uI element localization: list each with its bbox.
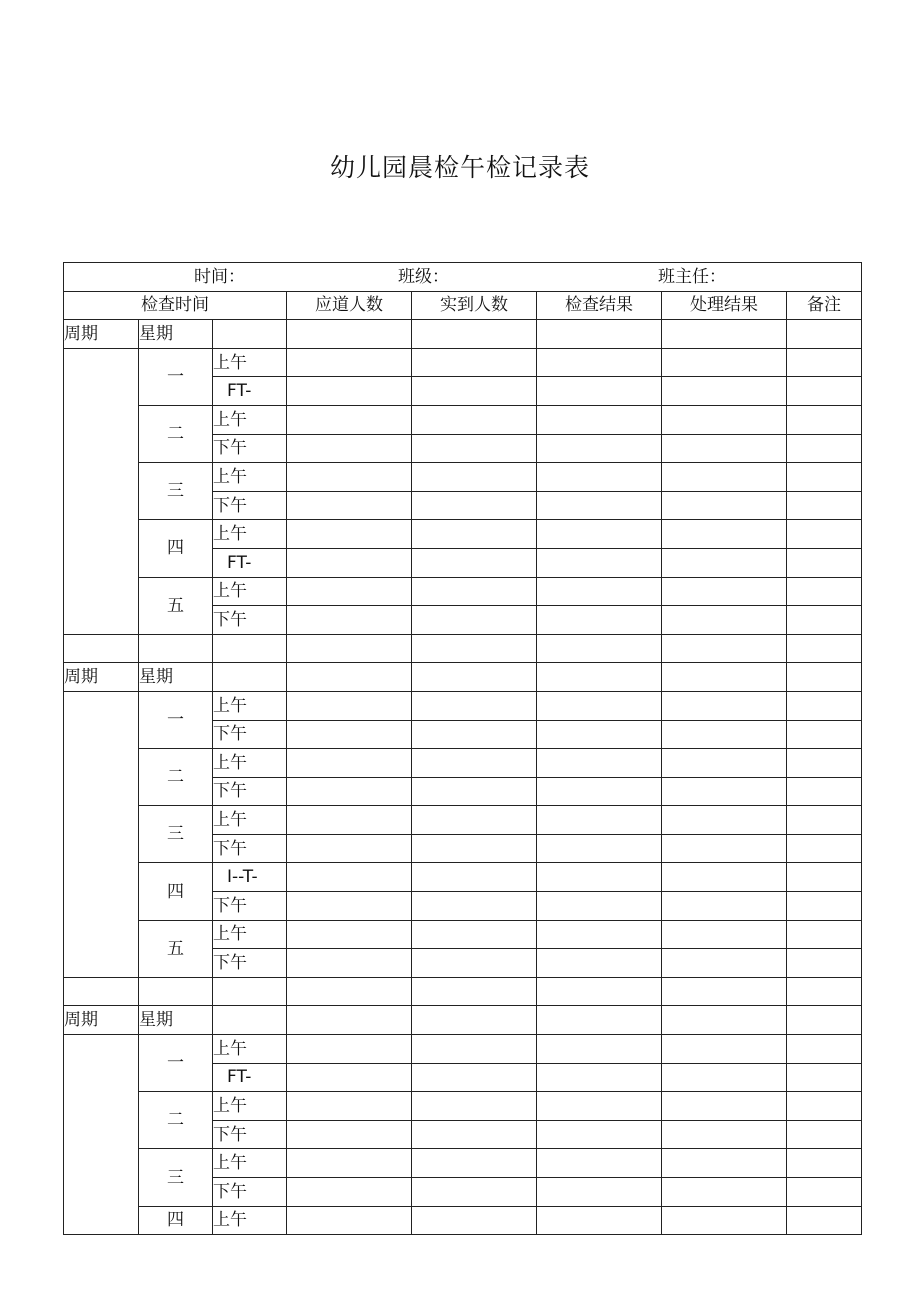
morning-session-label: 上午 <box>213 920 287 949</box>
record-empty-cell[interactable] <box>662 520 787 549</box>
record-empty-cell[interactable] <box>412 920 537 949</box>
teacher-label: 班主任： <box>658 267 726 287</box>
record-empty-cell[interactable] <box>287 1063 412 1092</box>
record-empty-cell[interactable] <box>537 1149 662 1178</box>
morning-session-label: 上午 <box>213 577 287 606</box>
record-empty-cell[interactable] <box>287 720 412 749</box>
record-empty-cell[interactable] <box>537 606 662 635</box>
record-empty-cell[interactable] <box>412 949 537 978</box>
morning-session-label: 上午 <box>213 520 287 549</box>
record-empty-cell[interactable] <box>662 1206 787 1235</box>
separator-row <box>64 634 862 663</box>
separator-empty-cell[interactable] <box>787 977 862 1006</box>
separator-empty-cell[interactable] <box>662 634 787 663</box>
record-empty-cell[interactable] <box>537 348 662 377</box>
afternoon-session-label: FT- <box>213 377 287 406</box>
record-empty-cell[interactable] <box>662 577 787 606</box>
record-empty-cell[interactable] <box>537 863 662 892</box>
weekday-label: 星期 <box>139 320 213 349</box>
session-row <box>64 520 862 549</box>
separator-empty-cell[interactable] <box>213 977 287 1006</box>
record-empty-cell[interactable] <box>537 577 662 606</box>
record-empty-cell[interactable] <box>412 806 537 835</box>
morning-session-label: 上午 <box>213 348 287 377</box>
record-empty-cell[interactable] <box>537 463 662 492</box>
week-header-empty-cell[interactable] <box>787 320 862 349</box>
week-label: 周期 <box>64 1006 139 1035</box>
afternoon-session-label: 下午 <box>213 834 287 863</box>
week-header-row <box>64 320 862 349</box>
weekday-cell: 二 <box>139 1092 213 1149</box>
record-empty-cell[interactable] <box>412 548 537 577</box>
record-empty-cell[interactable] <box>787 1092 862 1121</box>
week-header-empty-cell[interactable] <box>662 663 787 692</box>
week-header-empty-cell[interactable] <box>287 663 412 692</box>
morning-session-label: 上午 <box>213 1149 287 1178</box>
weekday-cell: 五 <box>139 577 213 634</box>
record-empty-cell[interactable] <box>662 863 787 892</box>
header-check-result: 检查结果 <box>537 291 662 320</box>
record-empty-cell[interactable] <box>787 720 862 749</box>
separator-empty-cell[interactable] <box>537 634 662 663</box>
week-label: 周期 <box>64 663 139 692</box>
record-empty-cell[interactable] <box>412 434 537 463</box>
record-empty-cell[interactable] <box>412 777 537 806</box>
separator-empty-cell[interactable] <box>287 634 412 663</box>
record-empty-cell[interactable] <box>412 405 537 434</box>
session-row <box>64 405 862 434</box>
record-empty-cell[interactable] <box>537 749 662 778</box>
record-empty-cell[interactable] <box>662 377 787 406</box>
header-remark: 备注 <box>787 291 862 320</box>
session-row <box>64 463 862 492</box>
record-empty-cell[interactable] <box>662 920 787 949</box>
record-empty-cell[interactable] <box>662 606 787 635</box>
separator-empty-cell[interactable] <box>662 977 787 1006</box>
record-empty-cell[interactable] <box>537 1120 662 1149</box>
record-empty-cell[interactable] <box>787 1149 862 1178</box>
morning-session-label: 上午 <box>213 806 287 835</box>
afternoon-session-label: 下午 <box>213 1178 287 1207</box>
header-handle-result: 处理结果 <box>662 291 787 320</box>
record-empty-cell[interactable] <box>412 491 537 520</box>
record-empty-cell[interactable] <box>412 720 537 749</box>
record-empty-cell[interactable] <box>412 1092 537 1121</box>
record-empty-cell[interactable] <box>412 1178 537 1207</box>
record-empty-cell[interactable] <box>662 892 787 921</box>
record-empty-cell[interactable] <box>412 348 537 377</box>
session-row <box>64 577 862 606</box>
record-empty-cell[interactable] <box>537 520 662 549</box>
record-empty-cell[interactable] <box>287 520 412 549</box>
week-header-empty-cell[interactable] <box>787 663 862 692</box>
record-empty-cell[interactable] <box>662 434 787 463</box>
record-empty-cell[interactable] <box>287 834 412 863</box>
session-row <box>64 1206 862 1235</box>
week-header-row <box>64 1006 862 1035</box>
record-empty-cell[interactable] <box>662 548 787 577</box>
record-empty-cell[interactable] <box>787 863 862 892</box>
record-empty-cell[interactable] <box>662 405 787 434</box>
record-empty-cell[interactable] <box>412 577 537 606</box>
record-empty-cell[interactable] <box>537 834 662 863</box>
week-header-empty-cell[interactable] <box>787 1006 862 1035</box>
record-empty-cell[interactable] <box>787 405 862 434</box>
afternoon-session-label: 下午 <box>213 606 287 635</box>
weekday-cell: 五 <box>139 920 213 977</box>
week-cell[interactable] <box>64 1035 139 1235</box>
week-header-empty-cell[interactable] <box>213 663 287 692</box>
info-cell <box>64 263 862 292</box>
record-empty-cell[interactable] <box>787 577 862 606</box>
record-empty-cell[interactable] <box>787 691 862 720</box>
separator-empty-cell[interactable] <box>139 634 213 663</box>
record-empty-cell[interactable] <box>537 920 662 949</box>
record-empty-cell[interactable] <box>287 920 412 949</box>
afternoon-session-label: 下午 <box>213 949 287 978</box>
record-empty-cell[interactable] <box>287 1035 412 1064</box>
record-empty-cell[interactable] <box>412 834 537 863</box>
time-label: 时间： <box>194 267 245 287</box>
record-empty-cell[interactable] <box>287 606 412 635</box>
separator-empty-cell[interactable] <box>287 977 412 1006</box>
record-empty-cell[interactable] <box>537 949 662 978</box>
record-empty-cell[interactable] <box>787 806 862 835</box>
morning-session-label: 上午 <box>213 1035 287 1064</box>
afternoon-session-label: 下午 <box>213 720 287 749</box>
record-empty-cell[interactable] <box>662 1178 787 1207</box>
record-empty-cell[interactable] <box>787 749 862 778</box>
record-empty-cell[interactable] <box>787 892 862 921</box>
morning-session-label: 上午 <box>213 1206 287 1235</box>
record-empty-cell[interactable] <box>787 1035 862 1064</box>
week-header-empty-cell[interactable] <box>412 663 537 692</box>
record-empty-cell[interactable] <box>787 606 862 635</box>
record-empty-cell[interactable] <box>662 806 787 835</box>
separator-empty-cell[interactable] <box>412 977 537 1006</box>
session-row <box>64 691 862 720</box>
record-empty-cell[interactable] <box>287 577 412 606</box>
record-empty-cell[interactable] <box>787 1063 862 1092</box>
record-empty-cell[interactable] <box>287 405 412 434</box>
session-row <box>64 1149 862 1178</box>
record-empty-cell[interactable] <box>662 348 787 377</box>
separator-empty-cell[interactable] <box>64 634 139 663</box>
afternoon-session-label: 下午 <box>213 777 287 806</box>
record-empty-cell[interactable] <box>537 1063 662 1092</box>
separator-empty-cell[interactable] <box>412 634 537 663</box>
weekday-label: 星期 <box>139 663 213 692</box>
record-empty-cell[interactable] <box>787 548 862 577</box>
record-empty-cell[interactable] <box>662 1120 787 1149</box>
afternoon-session-label: 下午 <box>213 1120 287 1149</box>
record-empty-cell[interactable] <box>537 1206 662 1235</box>
weekday-cell: 三 <box>139 806 213 863</box>
record-empty-cell[interactable] <box>412 520 537 549</box>
week-header-empty-cell[interactable] <box>412 1006 537 1035</box>
morning-session-label: 上午 <box>213 691 287 720</box>
record-empty-cell[interactable] <box>787 777 862 806</box>
record-empty-cell[interactable] <box>287 1092 412 1121</box>
week-header-empty-cell[interactable] <box>537 1006 662 1035</box>
weekday-cell: 一 <box>139 1035 213 1092</box>
week-header-empty-cell[interactable] <box>412 320 537 349</box>
record-empty-cell[interactable] <box>787 1120 862 1149</box>
week-header-empty-cell[interactable] <box>662 320 787 349</box>
record-empty-cell[interactable] <box>537 720 662 749</box>
record-empty-cell[interactable] <box>787 949 862 978</box>
week-header-empty-cell[interactable] <box>213 1006 287 1035</box>
weekday-label: 星期 <box>139 1006 213 1035</box>
week-header-row <box>64 663 862 692</box>
week-header-empty-cell[interactable] <box>287 320 412 349</box>
weekday-cell: 一 <box>139 691 213 748</box>
record-empty-cell[interactable] <box>537 1092 662 1121</box>
morning-session-label: 上午 <box>213 405 287 434</box>
record-empty-cell[interactable] <box>537 777 662 806</box>
record-empty-cell[interactable] <box>537 377 662 406</box>
record-empty-cell[interactable] <box>537 491 662 520</box>
week-header-empty-cell[interactable] <box>287 1006 412 1035</box>
record-empty-cell[interactable] <box>537 691 662 720</box>
separator-empty-cell[interactable] <box>139 977 213 1006</box>
record-empty-cell[interactable] <box>412 1035 537 1064</box>
record-empty-cell[interactable] <box>412 463 537 492</box>
afternoon-session-label: 下午 <box>213 491 287 520</box>
record-empty-cell[interactable] <box>287 892 412 921</box>
record-empty-cell[interactable] <box>662 720 787 749</box>
record-empty-cell[interactable] <box>287 463 412 492</box>
record-empty-cell[interactable] <box>787 520 862 549</box>
record-empty-cell[interactable] <box>787 834 862 863</box>
separator-row <box>64 977 862 1006</box>
info-row <box>64 263 862 292</box>
record-empty-cell[interactable] <box>787 348 862 377</box>
record-empty-cell[interactable] <box>662 491 787 520</box>
week-label: 周期 <box>64 320 139 349</box>
record-empty-cell[interactable] <box>662 949 787 978</box>
record-empty-cell[interactable] <box>287 434 412 463</box>
record-empty-cell[interactable] <box>537 548 662 577</box>
afternoon-session-label: FT- <box>213 1063 287 1092</box>
record-empty-cell[interactable] <box>287 1206 412 1235</box>
record-empty-cell[interactable] <box>287 377 412 406</box>
record-empty-cell[interactable] <box>787 1178 862 1207</box>
record-empty-cell[interactable] <box>537 434 662 463</box>
weekday-cell: 一 <box>139 348 213 405</box>
record-empty-cell[interactable] <box>287 749 412 778</box>
record-empty-cell[interactable] <box>412 1063 537 1092</box>
record-empty-cell[interactable] <box>662 1035 787 1064</box>
record-empty-cell[interactable] <box>412 892 537 921</box>
session-row <box>64 806 862 835</box>
morning-session-label: 上午 <box>213 1092 287 1121</box>
record-empty-cell[interactable] <box>787 920 862 949</box>
separator-empty-cell[interactable] <box>64 977 139 1006</box>
week-header-empty-cell[interactable] <box>662 1006 787 1035</box>
record-empty-cell[interactable] <box>287 1149 412 1178</box>
inspection-record-table <box>63 262 862 1235</box>
weekday-cell: 二 <box>139 749 213 806</box>
afternoon-session-label: FT- <box>213 548 287 577</box>
weekday-cell: 四 <box>139 520 213 577</box>
afternoon-session-label: 下午 <box>213 434 287 463</box>
week-header-empty-cell[interactable] <box>537 663 662 692</box>
session-row <box>64 920 862 949</box>
page-title: 幼儿园晨检午检记录表 <box>329 153 590 182</box>
record-empty-cell[interactable] <box>787 434 862 463</box>
weekday-cell: 三 <box>139 1149 213 1206</box>
record-empty-cell[interactable] <box>287 806 412 835</box>
week-cell[interactable] <box>64 691 139 977</box>
record-empty-cell[interactable] <box>787 1206 862 1235</box>
record-empty-cell[interactable] <box>537 1178 662 1207</box>
week-cell[interactable] <box>64 348 139 634</box>
weekday-cell: 三 <box>139 463 213 520</box>
record-empty-cell[interactable] <box>537 806 662 835</box>
record-empty-cell[interactable] <box>662 834 787 863</box>
record-empty-cell[interactable] <box>287 1120 412 1149</box>
header-check-time: 检查时间 <box>64 291 287 320</box>
record-empty-cell[interactable] <box>662 1063 787 1092</box>
separator-empty-cell[interactable] <box>213 634 287 663</box>
morning-session-label: 上午 <box>213 463 287 492</box>
record-empty-cell[interactable] <box>537 405 662 434</box>
record-empty-cell[interactable] <box>662 777 787 806</box>
record-empty-cell[interactable] <box>662 691 787 720</box>
record-empty-cell[interactable] <box>412 691 537 720</box>
header-expected: 应道人数 <box>287 291 412 320</box>
record-empty-cell[interactable] <box>412 377 537 406</box>
morning-session-label: 上午 <box>213 749 287 778</box>
weekday-cell: 四 <box>139 1206 213 1235</box>
record-empty-cell[interactable] <box>287 863 412 892</box>
record-empty-cell[interactable] <box>787 491 862 520</box>
record-empty-cell[interactable] <box>662 1149 787 1178</box>
record-empty-cell[interactable] <box>412 1120 537 1149</box>
header-row <box>64 291 862 320</box>
session-row <box>64 1035 862 1064</box>
record-empty-cell[interactable] <box>412 606 537 635</box>
record-empty-cell[interactable] <box>412 863 537 892</box>
morning-session-label: I--T- <box>213 863 287 892</box>
header-actual: 实到人数 <box>412 291 537 320</box>
record-empty-cell[interactable] <box>787 377 862 406</box>
session-row <box>64 1092 862 1121</box>
weekday-cell: 二 <box>139 405 213 462</box>
record-empty-cell[interactable] <box>662 749 787 778</box>
record-empty-cell[interactable] <box>787 463 862 492</box>
record-empty-cell[interactable] <box>662 1092 787 1121</box>
record-empty-cell[interactable] <box>287 949 412 978</box>
separator-empty-cell[interactable] <box>787 634 862 663</box>
record-empty-cell[interactable] <box>412 1206 537 1235</box>
record-empty-cell[interactable] <box>287 548 412 577</box>
record-empty-cell[interactable] <box>412 1149 537 1178</box>
record-empty-cell[interactable] <box>287 1178 412 1207</box>
week-header-empty-cell[interactable] <box>537 320 662 349</box>
record-empty-cell[interactable] <box>537 892 662 921</box>
afternoon-session-label: 下午 <box>213 892 287 921</box>
class-label: 班级： <box>398 267 449 287</box>
separator-empty-cell[interactable] <box>537 977 662 1006</box>
record-empty-cell[interactable] <box>287 348 412 377</box>
record-empty-cell[interactable] <box>287 777 412 806</box>
record-empty-cell[interactable] <box>287 491 412 520</box>
record-empty-cell[interactable] <box>662 463 787 492</box>
record-empty-cell[interactable] <box>412 749 537 778</box>
weekday-cell: 四 <box>139 863 213 920</box>
session-row <box>64 348 862 377</box>
record-empty-cell[interactable] <box>537 1035 662 1064</box>
session-row <box>64 749 862 778</box>
session-row <box>64 863 862 892</box>
week-header-empty-cell[interactable] <box>213 320 287 349</box>
record-empty-cell[interactable] <box>287 691 412 720</box>
